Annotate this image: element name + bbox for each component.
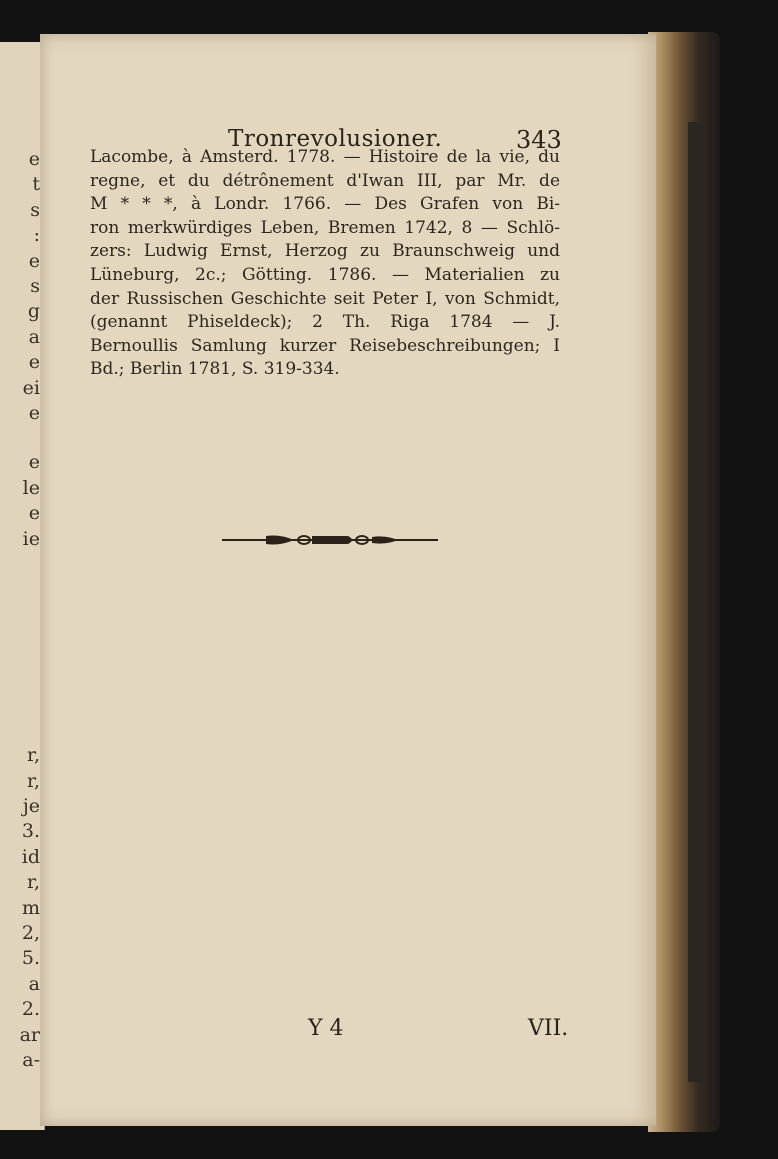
text-line: ron merkwürdiges Leben, Bremen 1742, 8 — Schlö- (90, 217, 560, 238)
left-fragment: ie (22, 527, 40, 550)
left-fragment: m (21, 896, 40, 919)
left-fragment: id (21, 845, 40, 868)
left-fragment: a (28, 972, 40, 995)
text-line: der Russischen Geschichte seit Peter I, von Schmidt, (90, 288, 560, 309)
text-line: M * * *, à Londr. 1766. — Des Grafen von Bi- (90, 194, 560, 215)
left-fragment: je (22, 794, 40, 817)
left-fragment: a- (22, 1048, 40, 1071)
fore-edge-shadow (688, 122, 704, 1082)
text-line: Lüneburg, 2c.; Götting. 1786. — Materialien zu (90, 264, 560, 285)
text-line: regne, et du détrônement d'Iwan III, par Mr. de (90, 170, 560, 191)
catchword: VII. (528, 1016, 569, 1041)
facing-left-page (0, 42, 45, 1130)
left-fragment: e (28, 249, 40, 272)
running-title: Tronrevolusioner. (228, 126, 443, 152)
left-fragment: g (27, 300, 40, 323)
left-fragment: t (32, 173, 40, 196)
text-line: Lacombe, à Amsterd. 1778. — Histoire de la vie, du (90, 147, 560, 167)
left-fragment: e (28, 451, 40, 474)
book-fore-edge (648, 32, 720, 1132)
text-line: Bd.; Berlin 1781, S. 319-334. (90, 359, 340, 380)
left-fragment: r, (26, 769, 40, 792)
left-fragment: le (22, 476, 40, 499)
left-fragment: 3. (21, 820, 40, 843)
left-fragment: 2, (21, 921, 40, 944)
signature-mark: Y 4 (308, 1016, 344, 1041)
text-line: zers: Ludwig Ernst, Herzog zu Braunschweig und (90, 241, 560, 262)
left-fragment: r, (26, 871, 40, 894)
left-fragment: 5. (21, 947, 40, 970)
left-fragment: e (28, 148, 40, 170)
left-fragment: a (28, 325, 40, 348)
text-line: (genannt Phiseldeck); 2 Th. Riga 1784 — J. (90, 312, 560, 333)
left-fragment: e (28, 402, 40, 425)
ornamental-rule (222, 532, 438, 548)
book-page (40, 34, 656, 1126)
left-fragment: e (28, 351, 40, 374)
left-fragment: 2. (21, 998, 40, 1021)
body-text (90, 146, 560, 382)
left-fragment: s (30, 275, 40, 298)
left-fragment: : (33, 224, 40, 247)
page-number: 343 (516, 126, 562, 154)
left-fragment: s (30, 198, 40, 221)
left-fragment: ei (22, 376, 40, 399)
left-fragment: ar (19, 1023, 40, 1046)
text-line: Bernoullis Samlung kurzer Reisebeschreibungen; I (90, 335, 560, 356)
left-fragment: r, (26, 744, 40, 767)
left-page-text-fragments (20, 147, 40, 1073)
left-fragment: e (28, 502, 40, 525)
